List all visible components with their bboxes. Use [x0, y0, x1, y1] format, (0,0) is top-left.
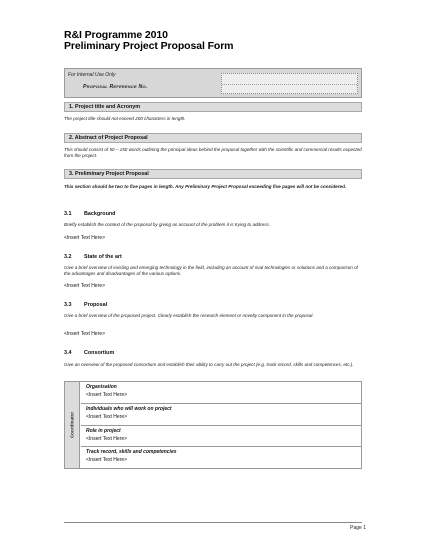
coordinator-column — [65, 382, 80, 468]
subsection-note-state-of-art: Give a brief overview of existing and emerging technology in the field, including an account of rival technologies or solutions and a comparison of the advantages and disadvantages of the various options. — [64, 265, 358, 276]
consortium-row-individuals — [81, 404, 361, 426]
subsection-title: Background — [84, 211, 116, 217]
title-line-programme: R&I Programme 2010 — [64, 29, 168, 41]
document-title — [64, 30, 233, 52]
consortium-table — [64, 381, 362, 469]
row-insert-text[interactable]: <Insert Text Here> — [86, 457, 128, 463]
row-label: Individuals who will work on project — [86, 406, 172, 412]
subsection-note-background: Briefly establish the context of the proposal by giving an account of the problem it is trying to address. — [64, 222, 271, 227]
consortium-row-role — [81, 426, 361, 447]
subsection-title: State of the art — [84, 254, 122, 260]
subsection-number: 3.4 — [64, 350, 72, 356]
section-heading-abstract: 2. Abstract of Project Proposal — [64, 133, 362, 143]
consortium-row-track-record — [81, 447, 361, 468]
proposal-reference-field[interactable] — [221, 73, 358, 94]
page-number: Page 1 — [350, 525, 366, 531]
consortium-row-organisation — [81, 382, 361, 404]
insert-text-state-of-art[interactable]: <Insert Text Here> — [64, 283, 106, 289]
coordinator-label: Coordinator — [69, 411, 75, 439]
section-note-abstract: This should consist of 50 – 150 words outlining the principal ideas behind the proposal together with the scientific and commercial results expected from the project. — [64, 147, 362, 158]
internal-use-note: For Internal Use Only — [68, 72, 116, 78]
row-insert-text[interactable]: <Insert Text Here> — [86, 392, 128, 398]
section-note-preliminary-proposal: This section should be two to five pages in length. Any Preliminary Project Proposal exceeding five pages will not be considered. — [64, 184, 347, 189]
insert-text-background[interactable]: <Insert Text Here> — [64, 235, 106, 241]
row-label: Track record, skills and competencies — [86, 449, 177, 455]
footer-divider — [64, 522, 362, 523]
proposal-reference-box — [64, 68, 362, 98]
row-insert-text[interactable]: <Insert Text Here> — [86, 436, 128, 442]
section-note-project-title: The project title should not exceed 200 characters in length. — [64, 116, 186, 121]
section-heading-preliminary-proposal: 3. Preliminary Project Proposal — [64, 169, 362, 179]
subsection-number: 3.1 — [64, 211, 72, 217]
subsection-note-consortium: Give an overview of the proposed consortium and establish their ability to carry out the project (e.g. track record, skills and competences, etc.). — [64, 362, 354, 367]
subsection-heading-background — [64, 211, 115, 217]
title-line-form: Preliminary Project Proposal Form — [64, 40, 234, 52]
section-heading-project-title: 1. Project title and Acronym — [64, 102, 362, 112]
row-insert-text[interactable]: <Insert Text Here> — [86, 414, 128, 420]
subsection-heading-state-of-art — [64, 254, 122, 260]
insert-text-proposal[interactable]: <Insert Text Here> — [64, 331, 106, 337]
row-label: Role in project — [86, 428, 121, 434]
subsection-heading-consortium — [64, 350, 114, 356]
subsection-title: Proposal — [84, 302, 108, 308]
subsection-heading-proposal — [64, 302, 107, 308]
subsection-note-proposal: Give a brief overview of the proposed project. Clearly establish the research element or novelty component in the proposal. — [64, 313, 314, 318]
proposal-reference-label: Proposal Reference No. — [83, 84, 148, 90]
subsection-number: 3.2 — [64, 254, 72, 260]
row-label: Organisation — [86, 384, 117, 390]
subsection-title: Consortium — [84, 350, 115, 356]
subsection-number: 3.3 — [64, 302, 72, 308]
